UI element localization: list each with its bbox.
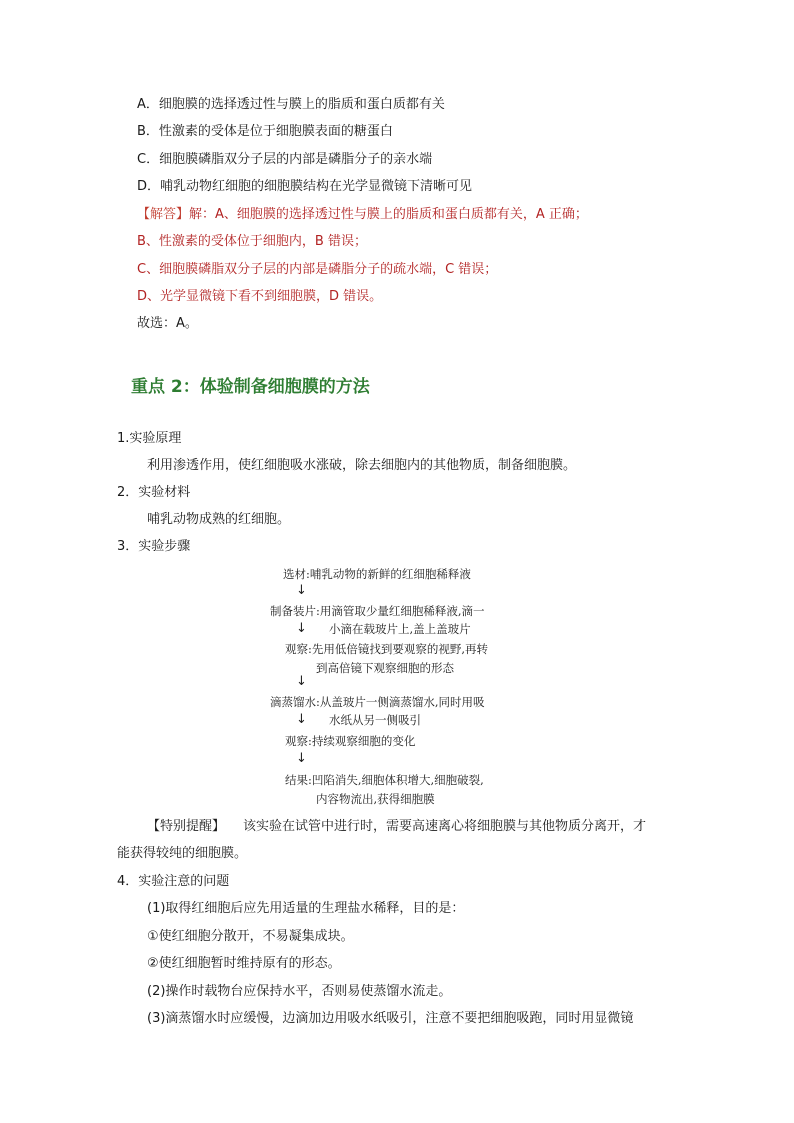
option-d: D．哺乳动物红细胞的细胞膜结构在光学显微镜下清晰可见: [137, 179, 473, 194]
note-item-3: (3)滴蒸馏水时应缓慢，边滴加边用吸水纸吸引，注意不要把细胞吸跑，同时用显微镜: [147, 1011, 634, 1026]
flow-step-select: 选材:哺乳动物的新鲜的红细胞稀释液: [283, 567, 471, 581]
answer-line-1: [137, 206, 588, 224]
flow-step-prepare-cont: 小滴在载玻片上,盖上盖玻片: [329, 622, 471, 636]
heading-steps: 3．实验步骤: [117, 539, 191, 554]
flow-step-water: 滴蒸馏水:从盖玻片一侧滴蒸馏水,同时用吸: [270, 695, 485, 709]
flow-step-observe: 观察:先用低倍镜找到要观察的视野,再转: [285, 642, 489, 656]
flow-step-result-cont: 内容物流出,获得细胞膜: [316, 792, 435, 806]
tip-text: 该实验在试管中进行时，需要高速离心将细胞膜与其他物质分离开，才: [243, 819, 647, 834]
down-arrow-icon: ↓: [296, 621, 307, 636]
answer-line-2: B、性激素的受体位于细胞内，B 错误；: [137, 234, 367, 249]
tip-line-1: [147, 818, 646, 836]
down-arrow-icon: ↓: [296, 583, 307, 598]
answer-text: 解：A、细胞膜的选择透过性与膜上的脂质和蛋白质都有关，A 正确；: [189, 207, 588, 222]
option-a: A．细胞膜的选择透过性与膜上的脂质和蛋白质都有关: [137, 97, 445, 112]
down-arrow-icon: ↓: [296, 751, 307, 766]
answer-line-3: C、细胞膜磷脂双分子层的内部是磷脂分子的疏水端，C 错误；: [137, 262, 498, 277]
flow-step-prepare: 制备装片:用滴管取少量红细胞稀释液,滴一: [270, 604, 485, 618]
option-c: C．细胞膜磷脂双分子层的内部是磷脂分子的亲水端: [137, 152, 433, 167]
down-arrow-icon: ↓: [296, 712, 307, 727]
heading-materials: 2．实验材料: [117, 485, 191, 500]
answer-line-4: D、光学显微镜下看不到细胞膜，D 错误。: [137, 289, 383, 304]
note-item-1a: ①使红细胞分散开，不易凝集成块。: [147, 929, 354, 944]
flow-step-observe-cont: 到高倍镜下观察细胞的形态: [316, 661, 454, 675]
section-title: 重点 2：体验制备细胞膜的方法: [131, 377, 370, 397]
tip-label: 【特别提醒】: [147, 819, 226, 834]
materials-text: 哺乳动物成熟的红细胞。: [147, 512, 291, 527]
note-item-1b: ②使红细胞暂时维持原有的形态。: [147, 956, 341, 971]
answer-choice: 故选：A。: [137, 316, 198, 331]
flow-step-result: 结果:凹陷消失,细胞体积增大,细胞破裂,: [285, 773, 484, 787]
principle-text: 利用渗透作用，使红细胞吸水涨破，除去细胞内的其他物质，制备细胞膜。: [147, 458, 577, 473]
note-item-1: (1)取得红细胞后应先用适量的生理盐水稀释，目的是：: [147, 901, 465, 916]
flow-step-observe-2: 观察:持续观察细胞的变化: [285, 734, 416, 748]
heading-principle: 1.实验原理: [117, 431, 182, 446]
answer-label: 【解答】: [137, 207, 190, 222]
flow-step-water-cont: 水纸从另一侧吸引: [329, 713, 421, 727]
tip-line-2: 能获得较纯的细胞膜。: [117, 846, 248, 861]
heading-notes: 4．实验注意的问题: [117, 874, 230, 889]
option-b: B．性激素的受体是位于细胞膜表面的糖蛋白: [137, 124, 393, 139]
down-arrow-icon: ↓: [296, 674, 307, 689]
note-item-2: (2)操作时载物台应保持水平，否则易使蒸馏水流走。: [147, 984, 452, 999]
